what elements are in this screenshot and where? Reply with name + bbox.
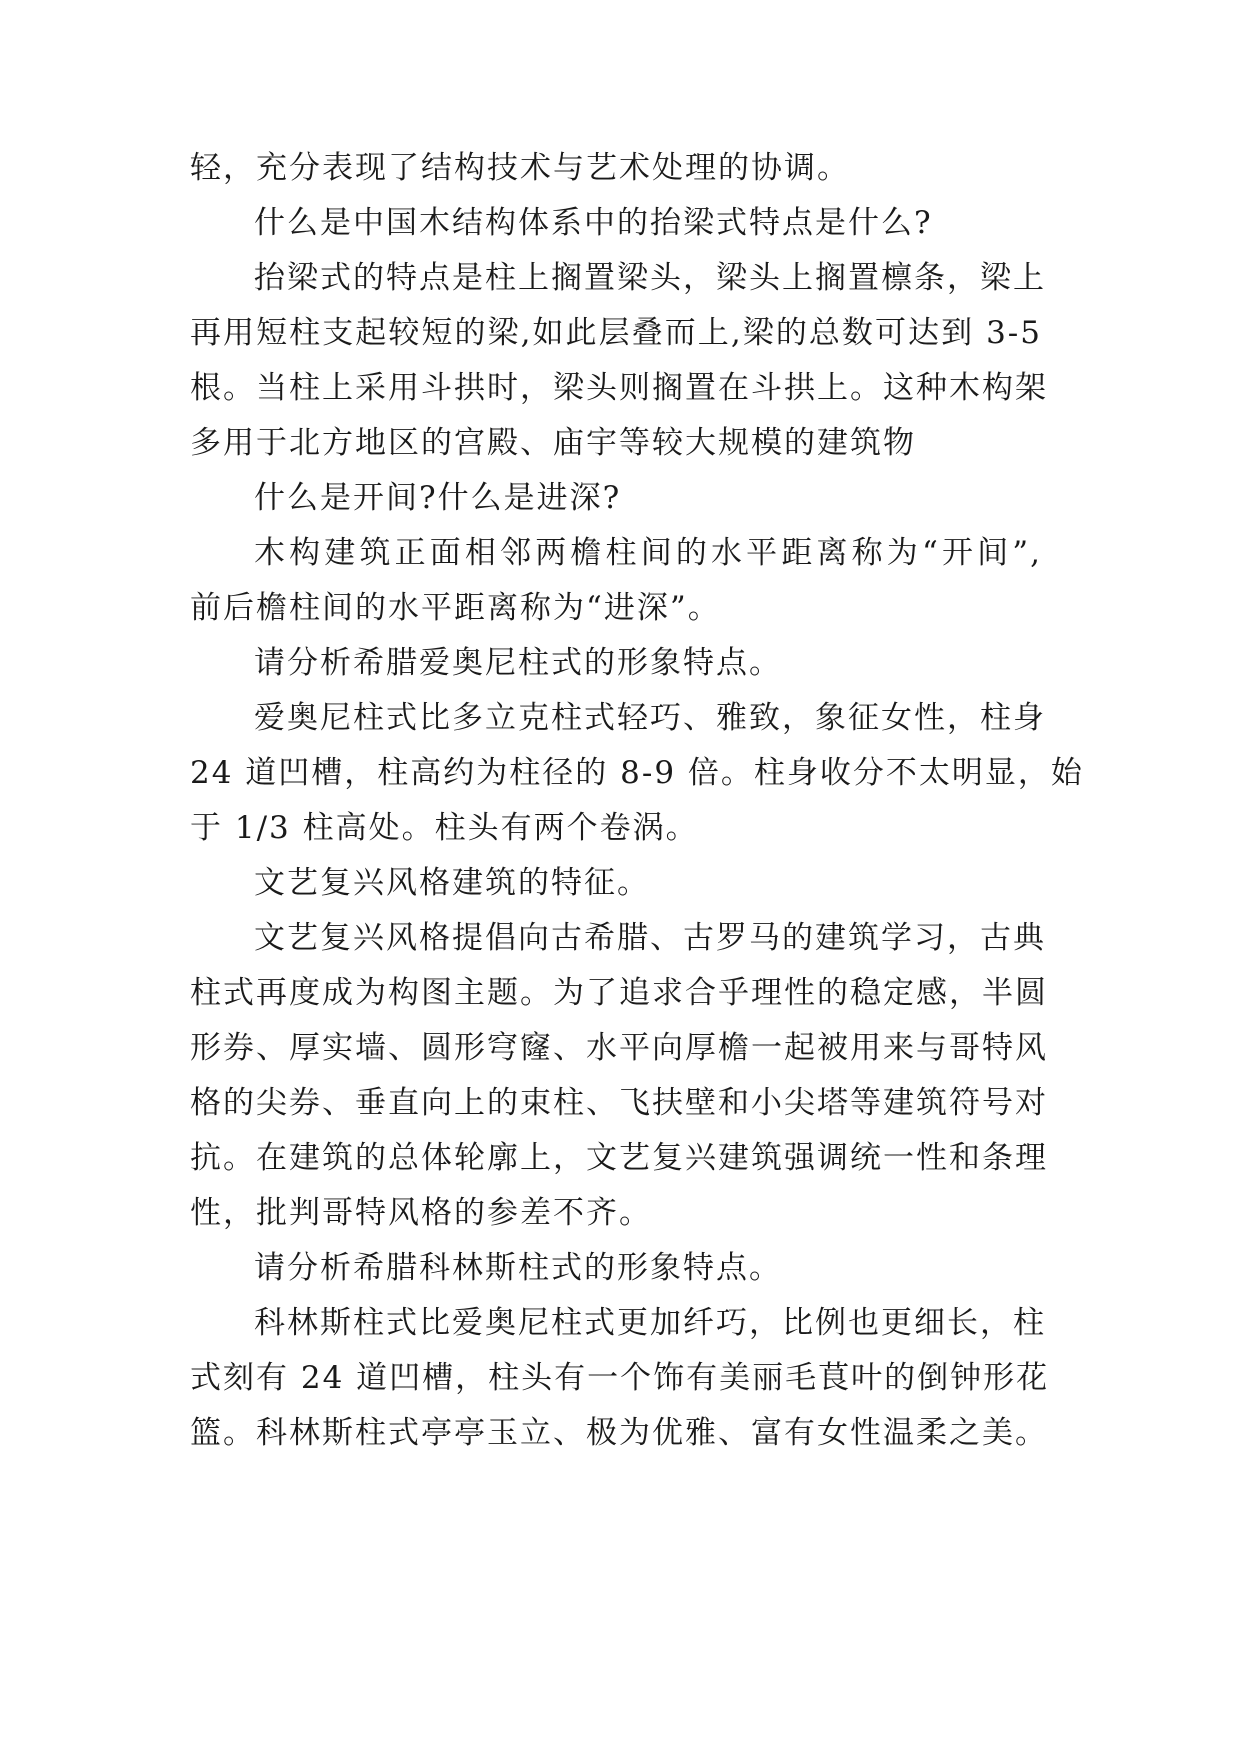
text-line: 木构建筑正面相邻两檐柱间的水平距离称为“开间”,: [254, 535, 1042, 571]
text-line: 格的尖券、垂直向上的束柱、飞扶壁和小尖塔等建筑符号对: [190, 1085, 1048, 1121]
text-line: 式刻有 24 道凹槽，柱头有一个饰有美丽毛茛叶的倒钟形花: [190, 1360, 1050, 1396]
question-line: 请分析希腊爱奥尼柱式的形象特点。: [254, 645, 782, 681]
text-line: 前后檐柱间的水平距离称为“进深”。: [190, 590, 721, 626]
text-line: 篮。科林斯柱式亭亭玉立、极为优雅、富有女性温柔之美。: [190, 1415, 1048, 1451]
text-line: 抬梁式的特点是柱上搁置梁头，梁头上搁置檩条，梁上: [254, 260, 1046, 296]
text-line: 抗。在建筑的总体轮廓上，文艺复兴建筑强调统一性和条理: [190, 1140, 1048, 1176]
question-line: 什么是中国木结构体系中的抬梁式特点是什么?: [254, 205, 933, 241]
text-line: 性，批判哥特风格的参差不齐。: [190, 1195, 652, 1231]
text-line: 多用于北方地区的宫殿、庙宇等较大规模的建筑物: [190, 425, 916, 461]
question-line: 什么是开间?什么是进深?: [254, 480, 622, 516]
text-line: 文艺复兴风格提倡向古希腊、古罗马的建筑学习，古典: [254, 920, 1046, 956]
text-line: 于 1/3 柱高处。柱头有两个卷涡。: [190, 810, 699, 846]
question-line: 文艺复兴风格建筑的特征。: [254, 865, 650, 901]
text-line: 再用短柱支起较短的梁,如此层叠而上,梁的总数可达到 3-5: [190, 315, 1042, 351]
text-line: 形券、厚实墙、圆形穹窿、水平向厚檐一起被用来与哥特风: [190, 1030, 1048, 1066]
text-line: 柱式再度成为构图主题。为了追求合乎理性的稳定感，半圆: [190, 975, 1048, 1011]
text-line: 根。当柱上采用斗拱时，梁头则搁置在斗拱上。这种木构架: [190, 370, 1048, 406]
text-line: 科林斯柱式比爱奥尼柱式更加纤巧，比例也更细长，柱: [254, 1305, 1046, 1341]
question-line: 请分析希腊科林斯柱式的形象特点。: [254, 1250, 782, 1286]
text-line: 轻，充分表现了结构技术与艺术处理的协调。: [190, 150, 850, 186]
text-line: 24 道凹槽，柱高约为柱径的 8-9 倍。柱身收分不太明显，始: [190, 755, 1084, 791]
text-line: 爱奥尼柱式比多立克柱式轻巧、雅致，象征女性，柱身: [254, 700, 1046, 736]
